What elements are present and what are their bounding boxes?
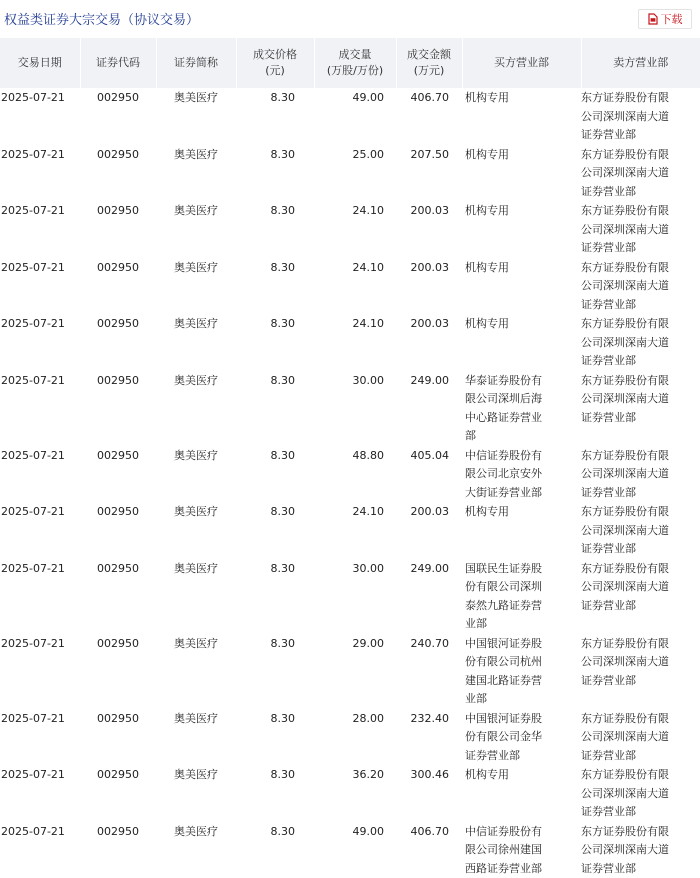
trade-date: 2025-07-21 — [0, 559, 80, 579]
trade-price-cell — [236, 145, 314, 202]
trade-price: 8.30 — [236, 201, 314, 221]
trade-volume: 24.10 — [314, 314, 396, 334]
trade-amount-cell — [396, 446, 462, 503]
buyer-branch-cell — [462, 145, 581, 202]
security-code: 002950 — [80, 88, 156, 108]
trade-volume: 28.00 — [314, 709, 396, 729]
trade-volume-cell — [314, 446, 396, 503]
trade-price: 8.30 — [236, 314, 314, 334]
trade-volume-cell — [314, 258, 396, 315]
trade-date-cell — [0, 314, 80, 371]
security-code-cell — [80, 634, 156, 709]
table-row — [0, 314, 700, 371]
security-name-cell — [156, 88, 236, 145]
trade-amount: 200.03 — [396, 201, 462, 221]
trade-amount-cell — [396, 314, 462, 371]
col-header-date[interactable] — [0, 38, 80, 88]
trade-amount: 406.70 — [396, 822, 462, 842]
col-header-label: 成交金额 — [407, 48, 451, 61]
security-code-cell — [80, 201, 156, 258]
security-code-cell — [80, 446, 156, 503]
trade-date: 2025-07-21 — [0, 145, 80, 165]
security-code: 002950 — [80, 502, 156, 522]
trade-amount: 405.04 — [396, 446, 462, 466]
seller-branch-cell — [581, 201, 700, 258]
security-code-cell — [80, 88, 156, 145]
table-header-row — [0, 38, 700, 88]
trade-price-cell — [236, 201, 314, 258]
trade-date-cell — [0, 371, 80, 446]
table-row — [0, 765, 700, 822]
seller-branch-cell — [581, 709, 700, 766]
seller-branch: 东方证券股份有限公司深圳深南大道证券营业部 — [581, 201, 700, 258]
trade-amount: 200.03 — [396, 502, 462, 522]
col-header-code[interactable] — [80, 38, 156, 88]
col-header-label: 卖方营业部 — [613, 56, 668, 69]
seller-branch: 东方证券股份有限公司深圳深南大道证券营业部 — [581, 88, 700, 145]
security-code-cell — [80, 502, 156, 559]
security-name-cell — [156, 822, 236, 878]
file-download-icon — [648, 13, 658, 25]
table-row — [0, 201, 700, 258]
trade-date: 2025-07-21 — [0, 765, 80, 785]
trade-date-cell — [0, 765, 80, 822]
col-header-label: 买方营业部 — [494, 56, 549, 69]
table-row — [0, 559, 700, 634]
trade-date-cell — [0, 634, 80, 709]
security-code: 002950 — [80, 765, 156, 785]
top-bar — [0, 0, 700, 38]
trade-price-cell — [236, 765, 314, 822]
security-name: 奥美医疗 — [156, 201, 236, 221]
col-header-amount[interactable] — [396, 38, 462, 88]
trade-price: 8.30 — [236, 446, 314, 466]
buyer-branch: 中信证券股份有限公司北京安外大街证券营业部 — [462, 446, 581, 503]
trade-volume: 24.10 — [314, 258, 396, 278]
col-header-label: 证券代码 — [96, 56, 140, 69]
security-name: 奥美医疗 — [156, 559, 236, 579]
trade-date: 2025-07-21 — [0, 88, 80, 108]
security-code-cell — [80, 371, 156, 446]
trade-volume-cell — [314, 709, 396, 766]
trade-date: 2025-07-21 — [0, 446, 80, 466]
trade-date-cell — [0, 258, 80, 315]
col-header-label: (万元) — [414, 64, 445, 77]
trade-amount: 406.70 — [396, 88, 462, 108]
trade-amount: 200.03 — [396, 314, 462, 334]
seller-branch: 东方证券股份有限公司深圳深南大道证券营业部 — [581, 559, 700, 616]
trade-amount: 240.70 — [396, 634, 462, 654]
security-code: 002950 — [80, 201, 156, 221]
security-code: 002950 — [80, 709, 156, 729]
table-row — [0, 502, 700, 559]
trade-price-cell — [236, 709, 314, 766]
trade-volume-cell — [314, 314, 396, 371]
trade-date-cell — [0, 709, 80, 766]
trade-price: 8.30 — [236, 88, 314, 108]
trade-volume-cell — [314, 371, 396, 446]
col-header-volume[interactable] — [314, 38, 396, 88]
buyer-branch: 机构专用 — [462, 258, 581, 278]
seller-branch-cell — [581, 765, 700, 822]
security-code-cell — [80, 822, 156, 878]
seller-branch: 东方证券股份有限公司深圳深南大道证券营业部 — [581, 446, 700, 503]
trade-date: 2025-07-21 — [0, 502, 80, 522]
seller-branch: 东方证券股份有限公司深圳深南大道证券营业部 — [581, 502, 700, 559]
buyer-branch-cell — [462, 371, 581, 446]
trade-amount: 200.03 — [396, 258, 462, 278]
page-title: 权益类证券大宗交易（协议交易） — [4, 9, 199, 28]
security-code-cell — [80, 765, 156, 822]
security-name-cell — [156, 371, 236, 446]
trade-price-cell — [236, 634, 314, 709]
trade-price: 8.30 — [236, 258, 314, 278]
security-name: 奥美医疗 — [156, 446, 236, 466]
buyer-branch-cell — [462, 502, 581, 559]
security-name-cell — [156, 258, 236, 315]
trade-price-cell — [236, 88, 314, 145]
trade-price: 8.30 — [236, 559, 314, 579]
trade-amount-cell — [396, 559, 462, 634]
trade-price-cell — [236, 258, 314, 315]
trade-date-cell — [0, 559, 80, 634]
trade-price-cell — [236, 559, 314, 634]
buyer-branch: 机构专用 — [462, 88, 581, 108]
seller-branch: 东方证券股份有限公司深圳深南大道证券营业部 — [581, 765, 700, 822]
buyer-branch-cell — [462, 709, 581, 766]
trade-volume-cell — [314, 765, 396, 822]
trade-volume-cell — [314, 559, 396, 634]
download-button[interactable] — [638, 9, 692, 29]
security-code: 002950 — [80, 371, 156, 391]
security-code: 002950 — [80, 258, 156, 278]
trade-date-cell — [0, 88, 80, 145]
download-label: 下载 — [661, 11, 683, 27]
col-header-label: (万股/万份) — [327, 64, 383, 77]
security-name-cell — [156, 559, 236, 634]
table-row — [0, 258, 700, 315]
trade-price: 8.30 — [236, 822, 314, 842]
trade-date: 2025-07-21 — [0, 258, 80, 278]
trade-date-cell — [0, 446, 80, 503]
trade-amount-cell — [396, 88, 462, 145]
trade-date: 2025-07-21 — [0, 371, 80, 391]
table-row — [0, 822, 700, 878]
col-header-label: 成交价格 — [253, 48, 297, 61]
security-name: 奥美医疗 — [156, 371, 236, 391]
security-code: 002950 — [80, 446, 156, 466]
trade-volume: 30.00 — [314, 371, 396, 391]
buyer-branch-cell — [462, 201, 581, 258]
security-name: 奥美医疗 — [156, 314, 236, 334]
trade-amount-cell — [396, 822, 462, 878]
buyer-branch: 中信证券股份有限公司徐州建国西路证券营业部 — [462, 822, 581, 878]
security-name: 奥美医疗 — [156, 502, 236, 522]
security-code: 002950 — [80, 559, 156, 579]
security-name-cell — [156, 201, 236, 258]
security-name: 奥美医疗 — [156, 258, 236, 278]
block-trade-table — [0, 38, 700, 878]
trade-amount-cell — [396, 634, 462, 709]
buyer-branch-cell — [462, 822, 581, 878]
security-name-cell — [156, 765, 236, 822]
table-row — [0, 446, 700, 503]
trade-volume: 24.10 — [314, 502, 396, 522]
buyer-branch-cell — [462, 559, 581, 634]
seller-branch-cell — [581, 258, 700, 315]
security-name-cell — [156, 446, 236, 503]
trade-amount-cell — [396, 502, 462, 559]
trade-volume: 36.20 — [314, 765, 396, 785]
seller-branch-cell — [581, 145, 700, 202]
trade-amount: 300.46 — [396, 765, 462, 785]
trade-volume-cell — [314, 822, 396, 878]
seller-branch-cell — [581, 371, 700, 446]
seller-branch-cell — [581, 822, 700, 878]
col-header-label: (元) — [265, 64, 285, 77]
trade-amount-cell — [396, 709, 462, 766]
security-code-cell — [80, 709, 156, 766]
trade-amount: 207.50 — [396, 145, 462, 165]
security-code-cell — [80, 145, 156, 202]
trade-amount: 232.40 — [396, 709, 462, 729]
trade-price: 8.30 — [236, 765, 314, 785]
col-header-label: 证券简称 — [174, 56, 218, 69]
trade-volume: 49.00 — [314, 88, 396, 108]
buyer-branch: 中国银河证券股份有限公司杭州建国北路证券营业部 — [462, 634, 581, 709]
buyer-branch-cell — [462, 634, 581, 709]
buyer-branch-cell — [462, 446, 581, 503]
col-header-name[interactable] — [156, 38, 236, 88]
trade-date: 2025-07-21 — [0, 201, 80, 221]
trade-date-cell — [0, 145, 80, 202]
col-header-label: 成交量 — [339, 48, 372, 61]
security-code: 002950 — [80, 314, 156, 334]
seller-branch: 东方证券股份有限公司深圳深南大道证券营业部 — [581, 145, 700, 202]
seller-branch-cell — [581, 559, 700, 634]
security-name-cell — [156, 709, 236, 766]
seller-branch: 东方证券股份有限公司深圳深南大道证券营业部 — [581, 634, 700, 691]
security-name-cell — [156, 314, 236, 371]
col-header-label: 交易日期 — [18, 56, 62, 69]
trade-date: 2025-07-21 — [0, 634, 80, 654]
seller-branch: 东方证券股份有限公司深圳深南大道证券营业部 — [581, 314, 700, 371]
security-code-cell — [80, 559, 156, 634]
buyer-branch: 机构专用 — [462, 502, 581, 522]
trade-price: 8.30 — [236, 709, 314, 729]
buyer-branch: 机构专用 — [462, 314, 581, 334]
col-header-price[interactable] — [236, 38, 314, 88]
seller-branch: 东方证券股份有限公司深圳深南大道证券营业部 — [581, 258, 700, 315]
trade-amount-cell — [396, 765, 462, 822]
trade-volume-cell — [314, 88, 396, 145]
security-name: 奥美医疗 — [156, 765, 236, 785]
seller-branch-cell — [581, 88, 700, 145]
buyer-branch: 华泰证券股份有限公司深圳后海中心路证券营业部 — [462, 371, 581, 446]
seller-branch: 东方证券股份有限公司深圳深南大道证券营业部 — [581, 371, 700, 428]
trade-volume: 48.80 — [314, 446, 396, 466]
trade-date: 2025-07-21 — [0, 314, 80, 334]
security-name-cell — [156, 145, 236, 202]
buyer-branch-cell — [462, 88, 581, 145]
security-name: 奥美医疗 — [156, 822, 236, 842]
seller-branch-cell — [581, 314, 700, 371]
trade-price-cell — [236, 502, 314, 559]
trade-volume: 30.00 — [314, 559, 396, 579]
seller-branch-cell — [581, 634, 700, 709]
trade-price-cell — [236, 446, 314, 503]
trade-volume: 24.10 — [314, 201, 396, 221]
buyer-branch: 中国银河证券股份有限公司金华证券营业部 — [462, 709, 581, 766]
security-code: 002950 — [80, 634, 156, 654]
security-code-cell — [80, 314, 156, 371]
security-code: 002950 — [80, 822, 156, 842]
trade-amount-cell — [396, 145, 462, 202]
security-code: 002950 — [80, 145, 156, 165]
trade-date-cell — [0, 502, 80, 559]
trade-volume: 49.00 — [314, 822, 396, 842]
security-name: 奥美医疗 — [156, 145, 236, 165]
security-name-cell — [156, 502, 236, 559]
trade-volume: 25.00 — [314, 145, 396, 165]
seller-branch: 东方证券股份有限公司深圳深南大道证券营业部 — [581, 822, 700, 878]
buyer-branch: 机构专用 — [462, 765, 581, 785]
buyer-branch: 机构专用 — [462, 201, 581, 221]
seller-branch-cell — [581, 446, 700, 503]
trade-price: 8.30 — [236, 145, 314, 165]
trade-volume-cell — [314, 145, 396, 202]
buyer-branch: 国联民生证券股份有限公司深圳泰然九路证券营业部 — [462, 559, 581, 634]
col-header-seller[interactable] — [581, 38, 700, 88]
trade-volume-cell — [314, 201, 396, 258]
table-row — [0, 371, 700, 446]
trade-amount: 249.00 — [396, 371, 462, 391]
security-name-cell — [156, 634, 236, 709]
security-name: 奥美医疗 — [156, 709, 236, 729]
seller-branch-cell — [581, 502, 700, 559]
trade-date-cell — [0, 201, 80, 258]
buyer-branch-cell — [462, 765, 581, 822]
trade-price-cell — [236, 371, 314, 446]
trade-volume-cell — [314, 502, 396, 559]
security-name: 奥美医疗 — [156, 634, 236, 654]
buyer-branch-cell — [462, 314, 581, 371]
trade-price: 8.30 — [236, 634, 314, 654]
table-row — [0, 88, 700, 145]
trade-volume-cell — [314, 634, 396, 709]
trade-date: 2025-07-21 — [0, 709, 80, 729]
trade-amount: 249.00 — [396, 559, 462, 579]
seller-branch: 东方证券股份有限公司深圳深南大道证券营业部 — [581, 709, 700, 766]
col-header-buyer[interactable] — [462, 38, 581, 88]
buyer-branch-cell — [462, 258, 581, 315]
trade-price: 8.30 — [236, 371, 314, 391]
trade-date-cell — [0, 822, 80, 878]
table-row — [0, 709, 700, 766]
trade-amount-cell — [396, 371, 462, 446]
trade-amount-cell — [396, 258, 462, 315]
trade-price: 8.30 — [236, 502, 314, 522]
trade-date: 2025-07-21 — [0, 822, 80, 842]
trade-volume: 29.00 — [314, 634, 396, 654]
security-code-cell — [80, 258, 156, 315]
trade-price-cell — [236, 314, 314, 371]
security-name: 奥美医疗 — [156, 88, 236, 108]
trade-price-cell — [236, 822, 314, 878]
trade-amount-cell — [396, 201, 462, 258]
table-row — [0, 634, 700, 709]
table-row — [0, 145, 700, 202]
buyer-branch: 机构专用 — [462, 145, 581, 165]
